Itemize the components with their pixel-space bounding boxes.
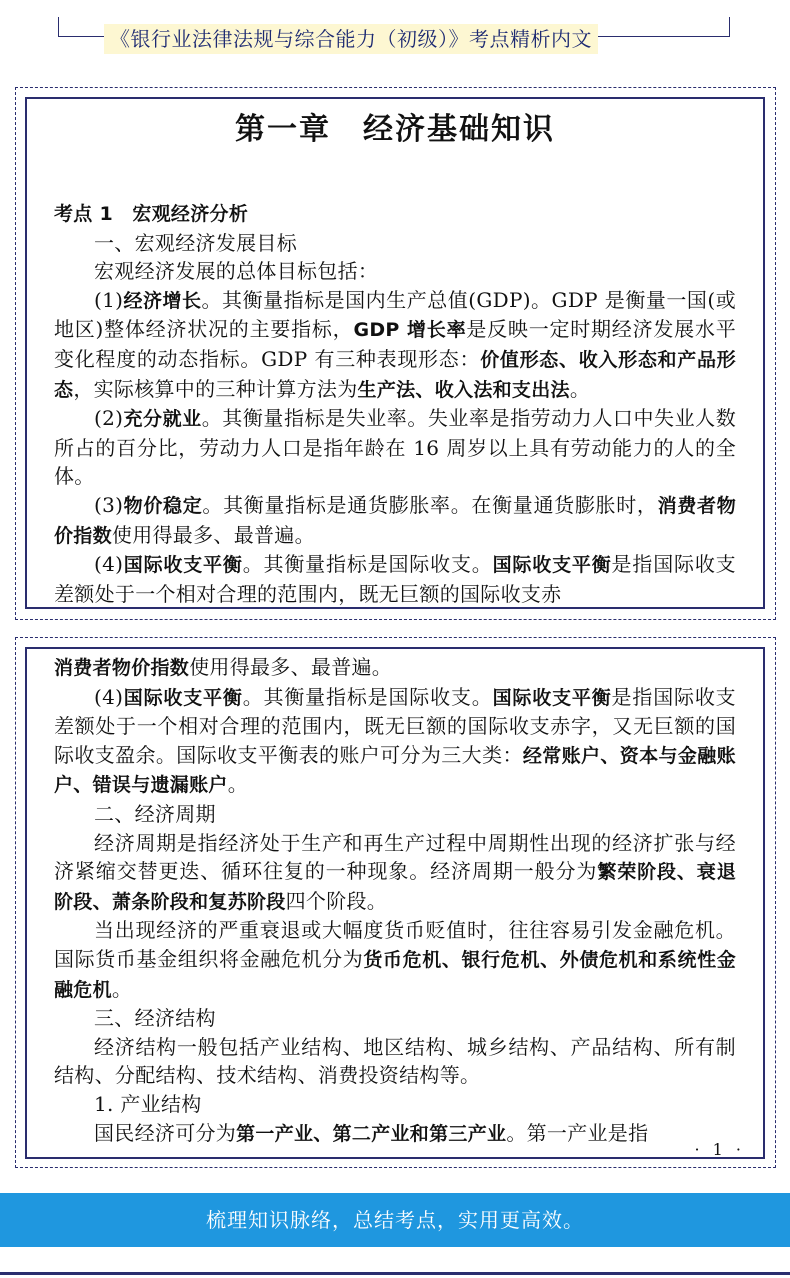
paragraph-structure: 经济结构一般包括产业结构、地区结构、城乡结构、产品结构、所有制结构、分配结构、技术结构、消费投资结构等。 bbox=[54, 1034, 736, 1088]
chapter-title: 第一章 经济基础知识 bbox=[235, 112, 555, 147]
kaodian-heading: 考点 1 宏观经济分析 bbox=[54, 203, 249, 225]
section-heading: 二、经济周期 bbox=[94, 801, 216, 826]
preview-panel-2 bbox=[25, 647, 765, 1159]
paragraph-industry: 国民经济可分为第一产业、第二产业和第三产业。第一产业是指 bbox=[94, 1120, 649, 1145]
section-heading: 一、宏观经济发展目标 bbox=[94, 230, 297, 255]
paragraph-continued: 消费者物价指数使用得最多、最普遍。 bbox=[54, 655, 393, 679]
page-number: · 1 · bbox=[694, 1140, 745, 1159]
preview-panel-1 bbox=[25, 97, 765, 609]
paragraph-price: (3)物价稳定。其衡量指标是通货膨胀率。在衡量通货膨胀时，消费者物价指数使用得最多、最普遍。 bbox=[54, 492, 737, 547]
paragraph-balance: (4)国际收支平衡。其衡量指标是国际收支。国际收支平衡是指国际收支差额处于一个相对合理的范围内，既无巨额的国际收支赤字，又无巨额的国际收支盈余。国际收支平衡表的账户可分为三大类：经常账户、资本与金融账户、错误与遗漏账户。 bbox=[54, 684, 736, 797]
book-title: 《银行业法律法规与综合能力（初级）》考点精析内文 bbox=[104, 24, 598, 54]
paragraph-crisis: 当出现经济的严重衰退或大幅度货币贬值时，往往容易引发金融危机。国际货币基金组织将金融危机分为货币危机、银行危机、外债危机和系统性金融危机。 bbox=[54, 918, 737, 1001]
paragraph-cycle: 经济周期是指经济处于生产和再生产过程中周期性出现的经济扩张与经济紧缩交替更迭、循环往复的一种现象。经济周期一般分为繁荣阶段、衰退阶段、萧条阶段和复苏阶段四个阶段。 bbox=[54, 830, 736, 913]
paragraph-gdp: (1)经济增长。其衡量指标是国内生产总值(GDP)。GDP 是衡量一国(或地区)整体经济状况的主要指标，GDP 增长率是反映一定时期经济发展水平变化程度的动态指标。GDP 有三种表现形态：价值形态、收入形态和产品形态，实际核算中的三种计算方法为生产法、收入法和支出法。 bbox=[54, 287, 737, 401]
paragraph-balance: (4)国际收支平衡。其衡量指标是国际收支。国际收支平衡是指国际收支差额处于一个相对合理的范围内，既无巨额的国际收支赤 bbox=[54, 552, 736, 606]
paragraph: 宏观经济发展的总体目标包括： bbox=[94, 259, 379, 284]
paragraph-employment: (2)充分就业。其衡量指标是失业率。失业率是指劳动力人口中失业人数所占的百分比，劳动力人口是指年龄在 16 周岁以上具有劳动能力的人的全体。 bbox=[54, 406, 736, 489]
divider bbox=[0, 1272, 790, 1275]
section-heading: 三、经济结构 bbox=[94, 1006, 216, 1031]
promo-banner: 梳理知识脉络，总结考点，实用更高效。 bbox=[0, 1193, 790, 1247]
subsection-heading: 1. 产业结构 bbox=[94, 1091, 202, 1116]
